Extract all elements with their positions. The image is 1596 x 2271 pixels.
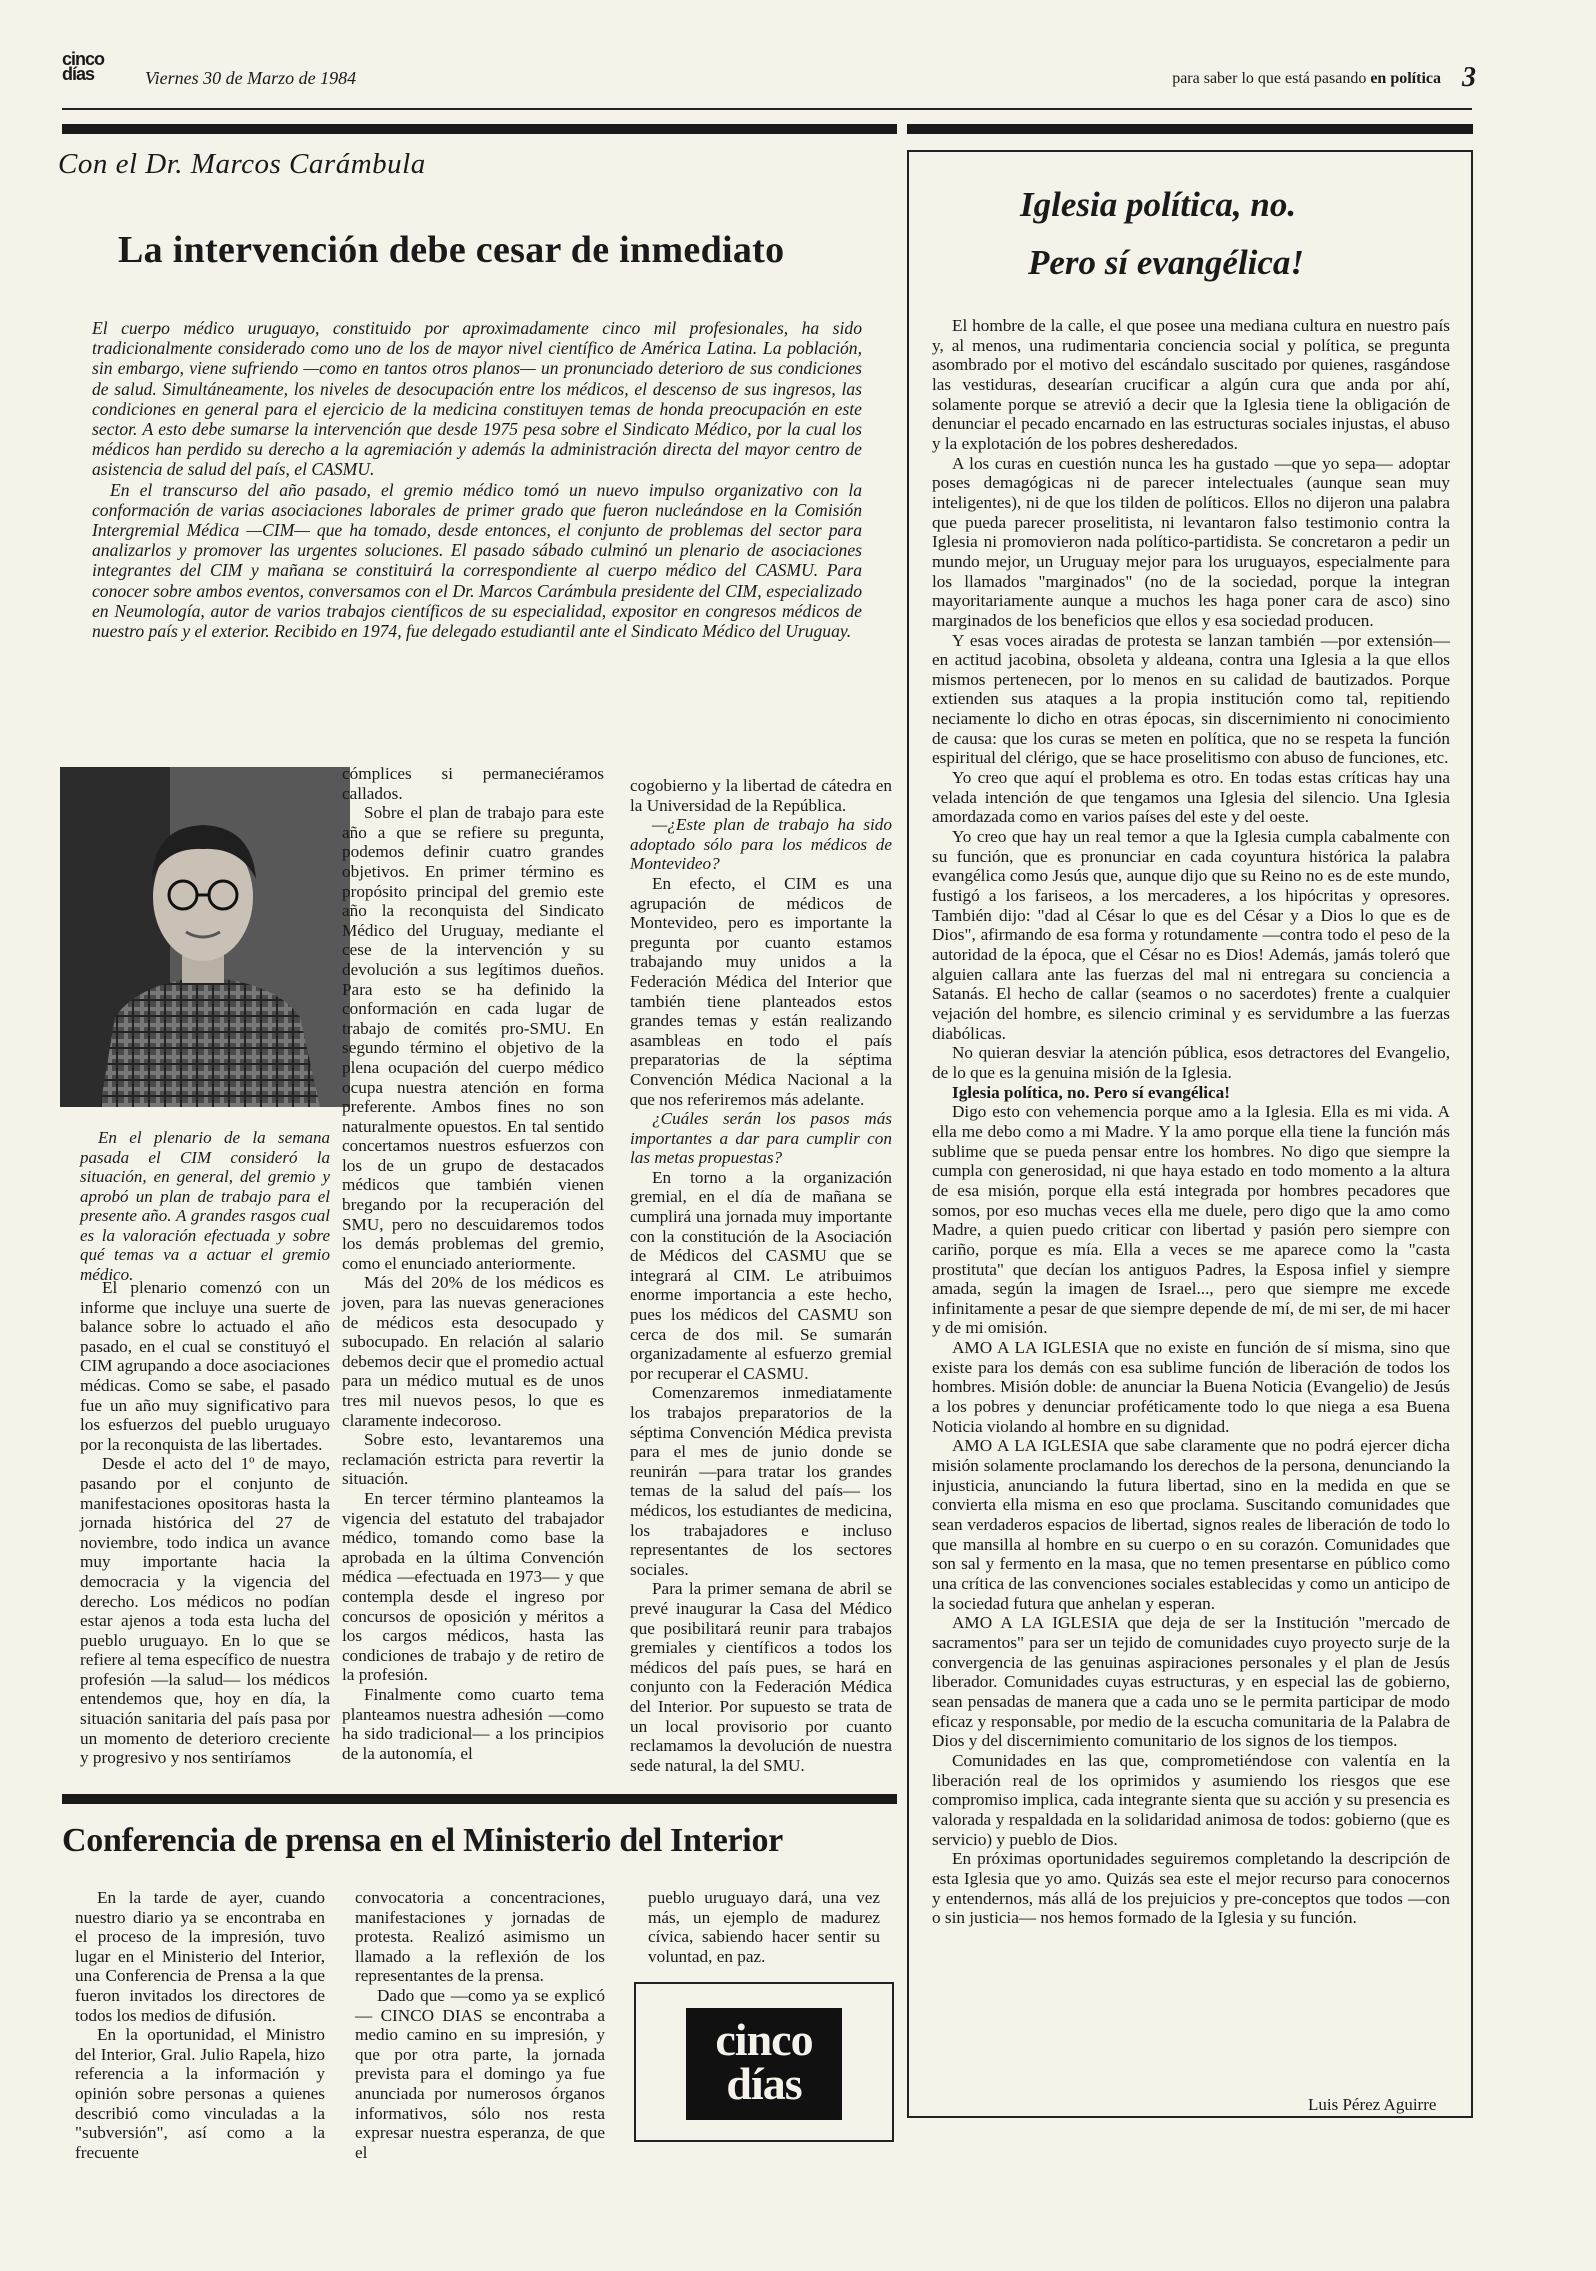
logo-line1: cinco <box>62 49 105 69</box>
column-paragraph: En efecto, el CIM es una agrupación de médicos de Montevideo, pero es importante la pregunta por cuanto estamos trabajando muy unidos a la Federación Médica del Interior que también tiene planteados estos grandes temas y están realizando asambleas en todo el país preparatorias de la séptima Convención Médica Nacional a la que nos referiremos más adelante. <box>630 873 892 1109</box>
left-top-rule <box>62 124 897 134</box>
column-paragraph: Para la primer semana de abril se prevé inaugurar la Casa del Médico que posibilitará reunir para trabajos gremiales y científicos a todos los médicos del país pues, se hará en conjunto con la Federación Médica del Interior. Por supuesto se trata de un local provisorio por cuanto reclamamos la devolución de nuestra sede natural, la del SMU. <box>630 1579 892 1775</box>
masthead-tagline <box>1172 70 1441 88</box>
masthead-logo <box>62 49 105 84</box>
column-paragraph: Finalmente como cuarto tema planteamos nuestra adhesión —como ha sido tradicional— a los principios de la autonomía, el <box>342 1684 604 1763</box>
opinion-paragraph: AMO A LA IGLESIA que deja de ser la Institución "mercado de sacramentos" para ser un tejido de comunidades cuyo proyecto surje de la convergencia de las genuinas aspiraciones personales y el plan de Jesús liberador. Comunidades cuyas estructuras, y en especial las de gobierno, sean pensadas de manera que a cada uno se le permita participar de modo eficaz y responsable, por medio de la escucha comunitaria de la Palabra de Dios y del discernimiento comunitario de los signos de los tiempos. <box>932 1613 1450 1751</box>
right-top-rule <box>907 124 1473 134</box>
logo-line1: cinco <box>715 2014 813 2065</box>
column-paragraph: cómplices si permaneciéramos callados. <box>342 764 604 803</box>
column-paragraph: En tercer término planteamos la vigencia del estatuto del trabajador médico, tomando como base la aprobada en la última Convención médica —efectuada en 1973— y que contempla desde el ingreso por concursos de oposición y méritos a los cargos médicos, hasta las condiciones de trabajo y de retiro de la profesión. <box>342 1488 604 1685</box>
opinion-paragraph: Yo creo que hay un real temor a que la Iglesia cumpla cabalmente con su función, que es pronunciar en cada coyuntura histórica la palabra evangélica como Jesús que, aunque dijo que su Reino no es de este mundo, fustigó a los fariseos, a los mercaderes, a los hipócritas y opresores. También dijo: "dad al César lo que es del César y a Dios lo que es de Dios", afirmando de esa forma y rotundamente —contra todo el peso de la autoridad de la época, que el César no es Dios! Además, jamás toleró que alguien callara ante las fuerzas del mal ni entregara su conciencia a Satanás. El hecho de callar (seamos o no sacerdotes) frente a cualquier vejación del hombre, es silencio criminal y es servidumbre a las fuerzas diabólicas. <box>932 827 1450 1043</box>
interview-question: ¿Cuáles serán los pasos más importantes a dar para cumplir con las metas propuestas? <box>630 1109 892 1168</box>
column-paragraph: cogobierno y la libertad de cátedra en la Universidad de la República. <box>630 776 892 815</box>
press-column-1 <box>75 1888 325 2162</box>
interviewee-photo <box>60 767 350 1107</box>
photo-caption: En el plenario de la semana pasada el CIM consideró la situación, en general, del gremio y aprobó un plan de trabajo para el presente año. A grandes rasgos cual es la valoración efectuada y sobre qué temas va a actuar el gremio médico. <box>80 1128 330 1284</box>
column-paragraph: En la oportunidad, el Ministro del Interior, Gral. Julio Rapela, hizo referencia a la información y opinión sobre personas a quienes describió como vinculadas a la "subversión", así como a la frecuente <box>75 2025 325 2162</box>
opinion-paragraph: En próximas oportunidades seguiremos completando la descripción de esta Iglesia que yo amo. Quizás sea este el mejor recurso para conocernos y entendernos, más allá de los prejuicios y pre-conceptos que todos —con o sin justicia— nos hemos formado de la Iglesia y su función. <box>932 1849 1450 1928</box>
opinion-paragraph: Yo creo que aquí el problema es otro. En todas estas críticas hay una velada intención de que tengamos una Iglesia del silencio. Una Iglesia amordazada como en varios países del este y del oeste. <box>932 768 1450 827</box>
opinion-paragraph: AMO A LA IGLESIA que sabe claramente que no podrá ejercer dicha misión solamente proclamando los derechos de la persona, denunciando la injusticia, anunciando la futura libertad, sino en la medida en que se convierta ella misma en eso que proclama. Suscitando comunidades que sean verdaderos espacios de libertad, signos reales de liberación de todo lo que mansilla al hombre en su cuerpo o en su corazón. Comunidades que son sal y fermento en la masa, que no temen presentarse en público como una crítica de las convenciones sociales establecidas y como un anticipo de la sociedad futura que anhelan y esperan. <box>932 1436 1450 1613</box>
column-paragraph: El plenario comenzó con un informe que incluye una suerte de balance sobre lo actuado el año pasado, en el cual se constituyó el CIM agrupando a doce asociaciones médicas. Como se sabe, el pasado fue un año muy significativo para los esfuerzos del pueblo uruguayo por la reconquista de las libertades. <box>80 1278 330 1454</box>
column-paragraph: pueblo uruguayo dará, una vez más, un ejemplo de madurez cívica, sabiendo hacer sentir su voluntad, en paz. <box>648 1888 880 1966</box>
opinion-paragraph: No quieran desviar la atención pública, esos detractores del Evangelio, de lo que es la genuina misión de la Iglesia. <box>932 1043 1450 1082</box>
column-paragraph: En la tarde de ayer, cuando nuestro diario ya se encontraba en el proceso de la impresión, tuvo lugar en el Ministerio del Interior, una Conferencia de Prensa a la que fueron invitados los directores de todos los medios de difusión. <box>75 1888 325 2025</box>
interview-question: —¿Este plan de trabajo ha sido adoptado sólo para los médicos de Montevideo? <box>630 815 892 874</box>
masthead-rule <box>62 108 1472 110</box>
column-paragraph: convocatoria a concentraciones, manifestaciones y jornadas de protesta. Realizó asimismo un llamado a la reflexión de los representantes de la prensa. <box>355 1888 605 1986</box>
interview-headline: La intervención debe cesar de inmediato <box>118 229 785 271</box>
logo-line2: días <box>62 64 95 84</box>
opinion-paragraph: A los curas en cuestión nunca les ha gustado —que yo sepa— adoptar poses demagógicas ni de parecer intelectuales (aunque sean muy inteligentes), ni de que los tilden de políticos. Ellos no dijeron una palabra que pueda parecer proselitista, ni levantaron falso testimonio contra la Iglesia ni promovieron nada político-partidista. Se concretaron a pedir un mundo mejor, un Uruguay mejor para los uruguayos, especialmente para los llamados "marginados" (no de la sociedad, porque la integran mayoritariamente aunque a muchos les haga poner cara de asco) sino marginados de los beneficios que ellos y esa sociedad producen. <box>932 453 1450 630</box>
intro-paragraph: El cuerpo médico uruguayo, constituido por aproximadamente cinco mil profesionales, ha sido tradicionalmente considerado como uno de los de mayor nivel científico de América Latina. La población, sin embargo, viene sufriendo —como en tantos otros planos— un pronunciado deterioro de sus condiciones de salud. Simultáneamente, los niveles de desocupación entre los médicos, el descenso de sus ingresos, las condiciones en general para el ejercicio de la medicina constituyen temas de honda preocupación en este sector. A esto debe sumarse la intervención que desde 1975 pesa sobre el Sindicato Médico, por la cual los médicos han perdido su derecho a la agremiación y además la administración directa del mayor centro de asistencia de salud del país, el CASMU. <box>92 318 862 480</box>
tagline-text: para saber lo que está pasando <box>1172 70 1367 87</box>
column-paragraph: Comenzaremos inmediatamente los trabajos preparatorios de la séptima Convención Médica prevista para el mes de junio donde se reunirán —para tratar los grandes temas de la salud del país— los médicos, los estudiantes de medicina, los trabajadores e incluso representantes de los sectores sociales. <box>630 1383 892 1579</box>
issue-date: Viernes 30 de Marzo de 1984 <box>145 68 357 88</box>
interview-intro <box>92 318 862 641</box>
newspaper-logo <box>686 2008 842 2120</box>
interview-kicker: Con el Dr. Marcos Carámbula <box>58 148 426 180</box>
press-column-2 <box>355 1888 605 2162</box>
interview-column-2 <box>342 764 604 1763</box>
opinion-paragraph: Digo esto con vehemencia porque amo a la Iglesia. Ella es mi vida. A ella me debo como a mi Madre. Y la amo porque ella tiene la función más sublime que se pueda pensar entre los hombres. No digo que siempre la cumpla con generosidad, ni que haya estado en todo momento a la altura de esa misión, porque ella está integrada por hombres pecadores que somos, por eso muchas veces ella me duele, pero digo que la amo como Madre, a quien puedo criticar con libertad y pasión pero siempre con cariño, porque es mía. Ella a veces se me aparece como la "casta prostituta" que decían los antiguos Padres, la Esposa infiel y siempre amada, según la imagen de Israel..., pero que siempre me excede infinitamente a pesar de que siempre depende de mí, de mi ser, de mi hacer y de mi omisión. <box>932 1102 1450 1338</box>
opinion-subheading: Iglesia política, no. Pero sí evangélica! <box>952 1082 1230 1102</box>
opinion-paragraph: AMO A LA IGLESIA que no existe en función de sí misma, sino que existe para los demás con esa sublime función de liberación de todos los hombres. Misión doble: de anunciar la Buena Noticia (Evangelio) de Jesús a los pobres y denunciar proféticamente todo lo que niega a esa Buena Noticia violando al hombre en su dignidad. <box>932 1338 1450 1436</box>
newspaper-logo-box <box>634 1982 894 2142</box>
opinion-title-line2: Pero sí evangélica! <box>1028 243 1305 282</box>
opinion-title-line1: Iglesia política, no. <box>1020 185 1297 224</box>
opinion-signature: Luis Pérez Aguirre <box>1308 2095 1437 2114</box>
column-paragraph: Sobre el plan de trabajo para este año a que se refiere su pregunta, podemos definir cuatro grandes objetivos. En primer término es propósito principal del gremio este año la reconquista del Sindicato Médico del Uruguay, mediante el cese de la intervención y su devolución a sus legítimos dueños. Para esto se ha definido la conformación en cada lugar de trabajo de comités pro-SMU. En segundo término el objetivo de la plena ocupación del cuerpo médico ocupa nuestra atención en forma preferente. Ambos fines no son naturalmente opuestos. En tal sentido concertamos nuestros esfuerzos con los de un grupo de destacados médicos que también vienen bregando por la recuperación del SMU, pero no descuidaremos todos los demás problemas del gremio, como el enunciado anteriormente. <box>342 803 604 1273</box>
press-column-3 <box>648 1888 880 1966</box>
intro-paragraph: En el transcurso del año pasado, el gremio médico tomó un nuevo impulso organizativo con la conformación de varias asociaciones laborales de primer grado que fueron nucleándose en la Comisión Intergremial Médica —CIM— que ha tomado, desde entonces, el conjunto de problemas del sector para analizarlos y promover las urgentes soluciones. El pasado sábado culminó un plenario de asociaciones integrantes del CIM y mañana se constituirá la correspondiente al cuerpo médico del CASMU. Para conocer sobre ambos eventos, conversamos con el Dr. Marcos Carámbula presidente del CIM, especializado en Neumología, autor de varios trabajos científicos de su especialidad, expositor en congresos médicos de nuestro país y el exterior. Recibido en 1974, fue delegado estudiantil ante el Sindicato Médico del Uruguay. <box>92 479 862 642</box>
opinion-paragraph: Comunidades en las que, comprometiéndose con valentía en la liberación real de los oprimidos y asumiendo los riesgos que ese compromiso implica, cada integrante sienta que su acción y su presencia es valorada y respaldada en la solidaridad animosa de todos: gobierno (que es servicio) y pueblo de Dios. <box>932 1750 1450 1849</box>
column-paragraph: En torno a la organización gremial, en el día de mañana se cumplirá una jornada muy importante con la constitución de la Asociación de Médicos del CASMU que se integrará al CIM. Le atribuimos enorme importancia a este hecho, pues los médicos del CASMU son cerca de dos mil. Se sumarán organizadamente al esfuerzo gremial por recuperar el CASMU. <box>630 1167 892 1383</box>
opinion-body <box>932 316 1450 1928</box>
column-paragraph: Más del 20% de los médicos es joven, para las nuevas generaciones de médicos esta desocupado y subocupado. En relación al salario debemos decir que el promedio actual para un médico mutual es de unos tres mil nuevos pesos, lo que es claramente indecoroso. <box>342 1273 604 1430</box>
section-name: en política <box>1370 70 1441 87</box>
opinion-paragraph: Y esas voces airadas de protesta se lanzan también —por extensión— en actitud jacobina, obsoleta y aldeana, contra una Iglesia a la que ellos mismos pertenecen, por lo menos en su calidad de bautizados. Porque extienden sus ataques a la propia institución como tal, repitiendo neciamente lo dicho en otras épocas, sin discernimiento ni conocimiento de causa: que los curas se meten en política, que no se respeta la función espiritual del clérigo, que se hace proselitismo con abuso de funciones, etc. <box>932 630 1450 768</box>
interview-column-3 <box>630 776 892 1775</box>
press-top-rule <box>62 1794 897 1804</box>
press-headline: Conferencia de prensa en el Ministerio del Interior <box>62 1822 783 1859</box>
column-paragraph: Dado que —como ya se explicó— CINCO DIAS se encontraba a medio camino en su impresión, y que por otra parte, la jornada prevista para el domingo ya fue anunciada por numerosos órganos informativos, sólo nos resta expresar nuestra esperanza, de que el <box>355 1985 605 2162</box>
opinion-paragraph: El hombre de la calle, el que posee una mediana cultura en nuestro país y, al menos, una rudimentaria conciencia social y política, se pregunta asombrado por el motivo del escándalo suscitado por quienes, rasgándose las vestiduras, desearían crucificar a algún cura que anda por ahí, solamente porque se atrevió a decir que la Iglesia tiene la obligación de denunciar el pecado encarnado en las estructuras sociales injustas, el abuso y la explotación de los pobres desheredados. <box>932 316 1450 453</box>
logo-line2: días <box>726 2058 802 2109</box>
interview-column-1 <box>80 1278 330 1768</box>
column-paragraph: Sobre esto, levantaremos una reclamación estricta para revertir la situación. <box>342 1430 604 1489</box>
page-number: 3 <box>1462 62 1476 93</box>
column-paragraph: Desde el acto del 1º de mayo, pasando por el conjunto de manifestaciones opositoras hasta la jornada histórica del 27 de noviembre, todo indica un avance muy importante hacia la democracia y la vigencia del derecho. Los médicos no podían estar ajenos a toda esta lucha del pueblo uruguayo. En lo que se refiere al tema específico de nuestra profesión —la salud— los médicos entendemos que, hoy en día, la situación sanitaria del país pasa por un momento de deterioro creciente y progresivo y nos sentiríamos <box>80 1454 330 1768</box>
